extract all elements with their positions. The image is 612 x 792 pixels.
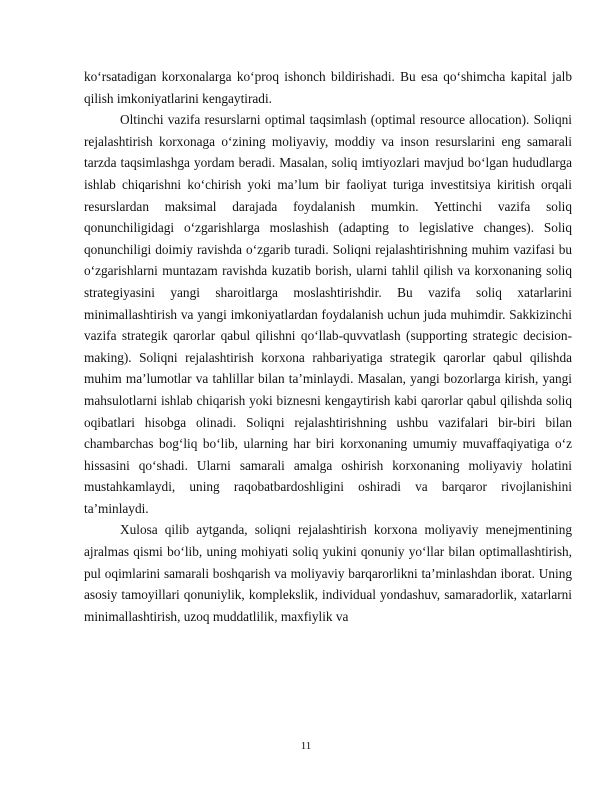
paragraph-continuation: ko‘rsatadigan korxonalarga ko‘proq ishonch bildirishadi. Bu esa qo‘shimcha kapital jalb qilish imkoniyatlarini kengaytiradi. <box>84 69 572 106</box>
paragraph-conclusion: Xulosa qilib aytganda, soliqni rejalashtirish korxona moliyaviy menejmentining ajralmas qismi bo‘lib, uning mohiyati soliq yukini qonuniy yo‘llar bilan optimallashtirish, pul oqimlarini samarali boshqarish va moliyaviy barqarorlikni ta’minlashdan iborat. Uning asosiy tamoyillari qonuniylik, komplekslik, individual yondashuv, samaradorlik, xatarlarni minimallashtirish, uzoq muddatlilik, maxfiylik va <box>84 522 572 624</box>
paragraph-tasks: Oltinchi vazifa resurslarni optimal taqsimlash (optimal resource allocation). Soliqni rejalashtirish korxonaga o‘zining moliyaviy, moddiy va inson resurslarini eng samarali tarzda taqsimlashga yordam beradi. Masalan, soliq imtiyozlari mavjud bo‘lgan hududlarga ishlab chiqarishni ko‘chirish yoki ma’lum bir faoliyat turiga investitsiya kiritish orqali resurslardan maksimal darajada foydalanish mumkin. Yettinchi vazifa soliq qonunchiligidagi o‘zgarishlarga moslashish (adapting to legislative changes). Soliq qonunchiligi doimiy ravishda o‘zgarib turadi. Soliqni rejalashtirishning muhim vazifasi bu o‘zgarishlarni muntazam ravishda kuzatib borish, ularni tahlil qilish va korxonaning soliq strategiyasini yangi sharoitlarga moslashtirishdir. Bu vazifa soliq xatarlarini minimallashtirish va yangi imkoniyatlardan foydalanish uchun juda muhimdir. Sakkizinchi vazifa strategik qarorlar qabul qilishni qo‘llab-quvvatlash (supporting strategic decision-making). Soliqni rejalashtirish korxona rahbariyatiga strategik qarorlar qabul qilishda muhim ma’lumotlar va tahlillar bilan ta’minlaydi. Masalan, yangi bozorlarga kirish, yangi mahsulotlarni ishlab chiqarish yoki biznesni kengaytirish kabi qarorlar qabul qilishda soliq oqibatlari hisobga olinadi. Soliqni rejalashtirishning ushbu vazifalari bir-biri bilan chambarchas bog‘liq bo‘lib, ularning har biri korxonaning umumiy muvaffaqiyatiga o‘z hissasini qo‘shadi. Ularni samarali amalga oshirish korxonaning moliyaviy holatini mustahkamlaydi, uning raqobatbardoshligini oshiradi va barqaror rivojlanishini ta’minlaydi. <box>84 112 572 516</box>
page-number: 11 <box>300 740 312 752</box>
document-body <box>84 66 572 627</box>
